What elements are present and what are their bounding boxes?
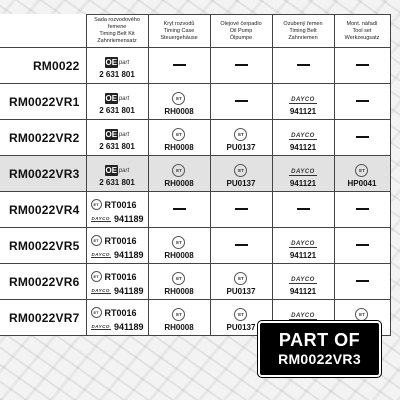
part-number: 2 631 801 [99, 142, 135, 151]
header-line: Zahnriemensatz [97, 38, 137, 44]
table-cell [272, 48, 334, 84]
dayco-logo-icon: DAYCO [91, 323, 110, 329]
oe-mark: OE [105, 166, 118, 175]
dayco-part-item [289, 241, 317, 260]
kit-code: RM0022VR7 [0, 300, 86, 336]
header-line: Werkzeugsatz [344, 34, 380, 41]
table-cell [148, 156, 210, 192]
kit-code: RM0022VR5 [0, 228, 86, 264]
table-cell [334, 48, 390, 84]
dayco-logo-icon: DAYCO [291, 276, 315, 283]
part-number: HP0041 [347, 179, 377, 188]
et-logo-icon: ET [234, 128, 247, 141]
table-cell [210, 156, 272, 192]
header-row [0, 15, 390, 48]
oe-part-logo-icon [105, 93, 129, 104]
table-cell [86, 156, 148, 192]
part-number: PU0137 [226, 323, 256, 332]
part-number: 941189 [113, 249, 144, 260]
table-cell [148, 300, 210, 336]
header-line: Steuergehäuse [160, 34, 198, 41]
part-number: RT0016 [104, 199, 137, 210]
et-part-item [164, 308, 193, 332]
et-logo-icon: ET [172, 272, 185, 285]
header-line: Kryt rozvodů [163, 20, 195, 27]
table-row [0, 264, 390, 300]
oe-part-item [99, 93, 135, 115]
dayco-part-item [289, 133, 317, 152]
et-logo-icon: ET [91, 271, 102, 282]
table-cell [272, 156, 334, 192]
dayco-logo-icon: DAYCO [291, 312, 315, 319]
table-cell [210, 120, 272, 156]
table-cell [86, 120, 148, 156]
table-cell [148, 48, 210, 84]
header-empty-cell [0, 15, 86, 48]
table-cell [148, 228, 210, 264]
dayco-logo-icon: DAYCO [91, 287, 110, 293]
oe-mark: OE [105, 58, 118, 67]
part-number: 941189 [113, 285, 144, 296]
badge-line-2: RM0022VR3 [278, 351, 361, 367]
et-logo-icon: ET [172, 164, 185, 177]
stack-line-et [91, 198, 137, 212]
et-part-item [227, 164, 256, 188]
oe-suffix: part [118, 167, 130, 174]
stack-line-et [91, 234, 137, 248]
oe-part-logo-icon [105, 57, 129, 68]
stack-line-dayco [91, 284, 144, 298]
kit-parts-stack [91, 198, 144, 226]
part-number: RH0008 [164, 179, 194, 188]
part-of-badge [258, 321, 381, 377]
table-cell [272, 264, 334, 300]
header-line: Timing Belt [289, 27, 317, 34]
oe-part-item [99, 165, 135, 187]
header-timing-case [148, 15, 210, 48]
header-line: Timing Belt Kit [99, 31, 135, 37]
table-row [0, 48, 390, 84]
table-cell [148, 120, 210, 156]
table-cell [334, 264, 390, 300]
dayco-logo-icon: DAYCO [91, 215, 110, 221]
et-logo-icon: ET [91, 235, 102, 246]
table-row [0, 192, 390, 228]
dayco-logo-icon: DAYCO [291, 168, 315, 175]
part-number: RT0016 [104, 307, 137, 318]
et-logo-icon: ET [91, 199, 102, 210]
kit-parts-stack [91, 270, 144, 298]
part-number: PU0137 [226, 287, 256, 296]
table-cell [86, 264, 148, 300]
dash-icon [356, 208, 369, 210]
dash-icon [235, 244, 248, 246]
table-cell [210, 48, 272, 84]
kit-code: RM0022VR3 [0, 156, 86, 192]
kit-code: RM0022VR6 [0, 264, 86, 300]
table-cell [148, 84, 210, 120]
kit-code: RM0022 [0, 48, 86, 84]
table-cell [272, 120, 334, 156]
part-number: RT0016 [104, 271, 137, 282]
header-line: Oil Pump [229, 27, 253, 34]
table-cell [86, 300, 148, 336]
table-cell [210, 192, 272, 228]
dayco-logo-icon: DAYCO [291, 132, 315, 139]
part-number: 941121 [289, 250, 317, 260]
oe-part-logo-icon [105, 165, 129, 176]
dash-icon [173, 64, 186, 66]
et-part-item [164, 92, 193, 116]
part-number: 941121 [289, 106, 317, 116]
table-row [0, 84, 390, 120]
dash-icon [235, 208, 248, 210]
table-cell [334, 228, 390, 264]
table-body [0, 48, 390, 336]
part-number: 941121 [289, 286, 317, 296]
oe-part-logo-icon [105, 129, 129, 140]
table-cell [272, 84, 334, 120]
et-part-item [164, 164, 193, 188]
dayco-logo-icon: DAYCO [291, 240, 315, 247]
et-logo-icon: ET [234, 272, 247, 285]
et-part-item [164, 272, 193, 296]
table-row [0, 228, 390, 264]
table-cell [334, 192, 390, 228]
table-row [0, 156, 390, 192]
kit-code: RM0022VR4 [0, 192, 86, 228]
table-cell [148, 264, 210, 300]
part-number: 941189 [113, 321, 144, 332]
table-row [0, 120, 390, 156]
dash-icon [356, 64, 369, 66]
part-number: 2 631 801 [99, 106, 135, 115]
et-part-item [227, 128, 256, 152]
dash-icon [356, 244, 369, 246]
oe-mark: OE [105, 130, 118, 139]
table-cell [148, 192, 210, 228]
stack-line-et [91, 306, 137, 320]
part-number: RH0008 [164, 107, 194, 116]
stack-line-dayco [91, 320, 144, 334]
dash-icon [235, 64, 248, 66]
dash-icon [356, 136, 369, 138]
table-cell [86, 48, 148, 84]
part-number: 941121 [289, 178, 317, 188]
et-logo-icon: ET [355, 164, 368, 177]
header-line: Ozubený řemen [283, 20, 323, 27]
dash-icon [235, 100, 248, 102]
stack-line-et [91, 270, 137, 284]
et-part-item [227, 308, 256, 332]
table-cell [210, 228, 272, 264]
table-cell [272, 228, 334, 264]
et-logo-icon: ET [172, 128, 185, 141]
kit-parts-stack [91, 234, 144, 262]
header-oil-pump [210, 15, 272, 48]
part-number: 2 631 801 [99, 178, 135, 187]
et-logo-icon: ET [172, 236, 185, 249]
header-line: Ölpumpe [229, 34, 253, 41]
part-number: RH0008 [164, 143, 194, 152]
kit-code: RM0022VR1 [0, 84, 86, 120]
table-cell [86, 228, 148, 264]
kit-parts-stack [91, 306, 144, 334]
header-line: Sada rozvodového řemene [94, 17, 140, 30]
header-line: Zahnriemen [288, 34, 318, 41]
et-part-item [227, 272, 256, 296]
et-logo-icon: ET [234, 308, 247, 321]
et-logo-icon: ET [355, 308, 368, 321]
header-timing-belt-kit [86, 15, 148, 48]
part-number: PU0137 [226, 179, 256, 188]
part-number: RH0008 [164, 287, 194, 296]
et-logo-icon: ET [172, 92, 185, 105]
oe-suffix: part [118, 59, 130, 66]
dash-icon [297, 208, 310, 210]
dayco-logo-icon: DAYCO [91, 251, 110, 257]
table-cell [86, 84, 148, 120]
et-part-item [348, 164, 377, 188]
table-cell [272, 192, 334, 228]
header-line: Tool set [352, 27, 372, 34]
table-cell [334, 156, 390, 192]
part-number: RH0008 [164, 251, 194, 260]
dayco-part-item [289, 169, 317, 188]
stack-line-dayco [91, 248, 144, 262]
et-logo-icon: ET [91, 307, 102, 318]
badge-line-1: PART OF [278, 330, 361, 350]
table-cell [334, 84, 390, 120]
et-logo-icon: ET [172, 308, 185, 321]
kit-code: RM0022VR2 [0, 120, 86, 156]
table-cell [86, 192, 148, 228]
part-number: 941121 [289, 142, 317, 152]
part-number: RT0016 [104, 235, 137, 246]
dash-icon [297, 64, 310, 66]
dash-icon [356, 280, 369, 282]
oe-suffix: part [118, 131, 130, 138]
et-part-item [164, 236, 193, 260]
part-number: 2 631 801 [99, 70, 135, 79]
dash-icon [173, 208, 186, 210]
header-line: Timing Case [163, 27, 195, 34]
table-cell [210, 264, 272, 300]
header-line: Mont. nářadí [346, 20, 378, 27]
dayco-logo-icon: DAYCO [291, 96, 315, 103]
et-logo-icon: ET [234, 164, 247, 177]
table-cell [334, 120, 390, 156]
et-part-item [164, 128, 193, 152]
part-number: RH0008 [164, 323, 194, 332]
oe-part-item [99, 57, 135, 79]
oe-suffix: part [118, 95, 130, 102]
dayco-part-item [289, 97, 317, 116]
header-line: Olejové čerpadlo [220, 20, 262, 27]
header-tool-set [334, 15, 390, 48]
kit-comparison-table [0, 14, 391, 336]
oe-part-item [99, 129, 135, 151]
part-number: 941189 [113, 213, 144, 224]
stack-line-dayco [91, 212, 144, 226]
header-timing-belt [272, 15, 334, 48]
table-cell [210, 84, 272, 120]
dash-icon [356, 100, 369, 102]
dayco-part-item [289, 277, 317, 296]
part-number: PU0137 [226, 143, 256, 152]
oe-mark: OE [105, 94, 118, 103]
